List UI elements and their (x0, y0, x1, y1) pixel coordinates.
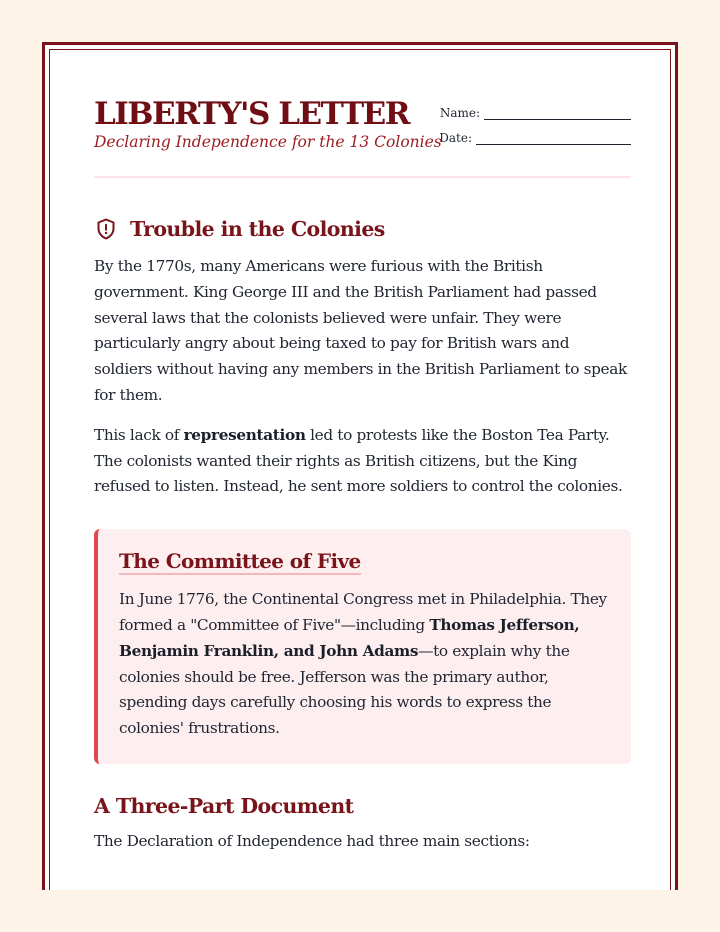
trouble-paragraph-2 (94, 423, 631, 500)
representation-term: representation (183, 425, 306, 444)
section-trouble-title: Trouble in the Colonies (130, 217, 385, 241)
section-trouble-heading (94, 214, 631, 244)
paragraph-2-text-start: This lack of (94, 425, 184, 444)
worksheet-subtitle: Declaring Independence for the 13 Colonies (94, 133, 442, 151)
date-field[interactable] (476, 133, 631, 145)
callout-title: The Committee of Five (119, 549, 361, 574)
worksheet-content (94, 93, 631, 855)
name-label: Name: (439, 106, 480, 120)
callout-text-end: —to explain why the colonies should be free. Jefferson was the primary author, spending days carefully choosing his words to express the colonies' frustrations. (119, 641, 570, 738)
three-part-paragraph: The Declaration of Independence had three main sections: (94, 831, 530, 850)
date-label: Date: (439, 131, 472, 145)
committee-callout-box (94, 529, 631, 764)
callout-text-start: In June 1776, the Continental Congress met in Philadelphia. They formed a "Committee of Five"—including (119, 590, 607, 634)
shield-alert-icon (94, 217, 118, 241)
paragraph-2-text-end: led to protests like the Boston Tea Party. The colonists wanted their rights as British citizens, but the King refused to listen. Instead, he sent more soldiers to control the colonies. (94, 425, 623, 496)
date-row (439, 120, 631, 145)
worksheet-title: LIBERTY'S LETTER (94, 96, 410, 132)
callout-paragraph (119, 587, 613, 742)
worksheet-header (94, 93, 631, 178)
page-frame (42, 42, 678, 890)
name-row (439, 95, 631, 120)
trouble-paragraph-1: By the 1770s, many Americans were furious with the British government. King George III and the British Parliament had passed several laws that the colonists believed were unfair. They were particularly angry about being taxed to pay for British wars and soldiers without having any members in the British Parliament to speak for them. (94, 257, 627, 404)
section-three-part-title: A Three-Part Document (94, 793, 354, 818)
name-field[interactable] (484, 108, 631, 120)
committee-members: Thomas Jefferson, Benjamin Franklin, and John Adams (119, 615, 580, 660)
student-info (439, 95, 631, 145)
